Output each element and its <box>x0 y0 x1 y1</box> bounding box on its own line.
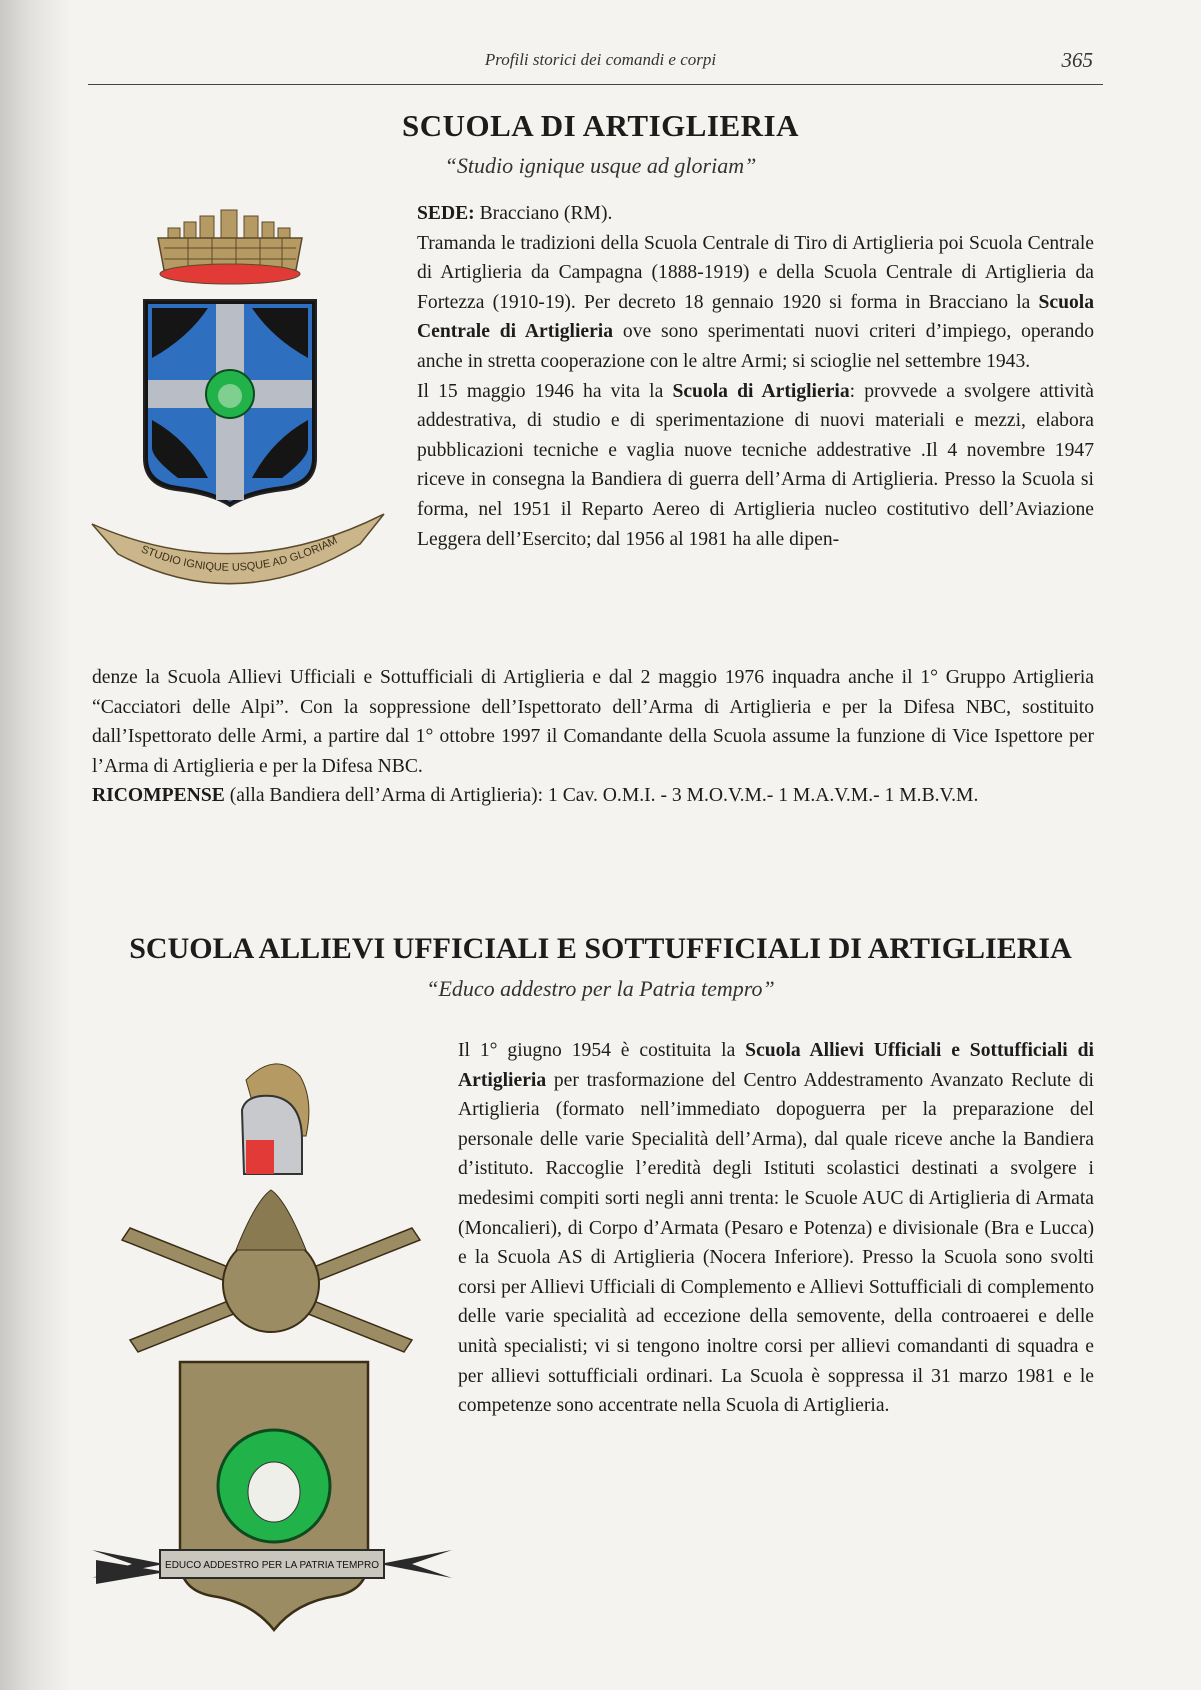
section-title-scuola-artiglieria: SCUOLA DI ARTIGLIERIA <box>401 108 800 143</box>
scuola-artiglieria-emblem <box>88 208 388 628</box>
motto-ribbon-bar <box>92 1538 452 1590</box>
bold-scuola-allievi: Scuola Allievi Ufficiali e Sottufficiali di Artiglieria <box>458 1040 1094 1091</box>
section-title-scuola-allievi: SCUOLA ALLIEVI UFFICIALI E SOTTUFFICIALI DI ARTIGLIERIA <box>129 932 1072 965</box>
section2-body-text: Il 1° giugno 1954 è costituita la Scuola Allievi Ufficiali e Sottufficiali di Artiglieria per trasformazione del Centro Addestramento Avanzato Reclute di Artiglieria (formato nell’immediato dopoguerra per la preparazione del personale delle varie Specialità dell’Arma), dal quale riceve anche la Bandiera d’istituto. Raccoglie l’eredità degli Istituti scolastici destinati a svolgere i medesimi compiti sorti negli anni trenta: le Scuole AUC di Artiglieria di Armata (Moncalieri), di Corpo d’Armata (Pesaro e Potenza) e divisionale (Bra e Lucca) e la Scuola AS di Artiglieria (Nocera Inferiore). Presso la Scuola sono svolti corsi per Allievi Ufficiali di Complemento e Allievi Sottufficiali di complemento delle varie specialità ad eccezione della semovente, della controaerei e delle unità specialisti; vi si tengono inoltre corsi per allievi comandanti di squadra e per allievi sottufficiali ordinari. La Scuola è soppressa il 31 marzo 1981 e le competenze sono accentrate nella Scuola di Artiglieria. <box>458 1040 1094 1417</box>
section-motto: “Studio ignique usque ad gloriam” <box>444 153 757 178</box>
header-rule <box>88 84 1103 85</box>
sede-label: SEDE: <box>417 203 475 224</box>
page-gutter-shadow <box>0 0 70 1690</box>
mural-crown-icon <box>158 210 302 284</box>
shield-cross-icon <box>144 300 316 506</box>
ribbon-text-2: EDUCO ADDESTRO PER LA PATRIA TEMPRO <box>165 1560 379 1571</box>
sede-value: Bracciano (RM). <box>474 203 613 224</box>
ricompense-value: (alla Bandiera dell’Arma di Artiglieria): 1 Cav. O.M.I. - 3 M.O.V.M.- 1 M.A.V.M.- 1 M.B.V.M. <box>224 785 979 807</box>
motto-ribbon <box>92 514 384 584</box>
crossed-cannons-icon <box>122 1190 420 1352</box>
bold-scuola-centrale: Scuola Centrale di Artiglieria <box>417 291 1094 343</box>
section-motto-2: “Educo addestro per la Patria tempro” <box>426 976 775 1001</box>
bold-scuola-artiglieria: Scuola di Artiglieria <box>672 380 850 402</box>
section1-body-text: denze la Scuola Allievi Ufficiali e Sottufficiali di Artiglieria e dal 2 maggio 1976 inquadra anche il 1° Gruppo Artiglieria “Cacciatori delle Alpi”. Con la soppressione dell’Ispettorato dell’Arma di Artiglieria e per la Difesa NBC, sostituito dall’Ispettorato delle Armi, a partire dal 1° ottobre 1997 il Comandante della Scuola assume la funzione di Vice Ispettore per l’Arma di Artiglieria e per la Difesa NBC. RICOMPENSE (alla Bandiera dell’Arma di Artiglieria): 1 Cav. O.M.I. - 3 M.O.V.M.- 1 M.A.V.M.- 1 M.B.V.M. <box>92 667 1094 807</box>
running-title: Profili storici dei comandi e corpi <box>484 50 717 69</box>
section1-intro-text: SEDE: Bracciano (RM). Tramanda le tradizioni della Scuola Centrale di Tiro di Artiglieria poi Scuola Centrale di Artiglieria da Campagna (1888-1919) e della Scuola Centrale di Artiglieria da Fortezza (1910-19). Per decreto 18 gennaio 1920 si forma in Bracciano la Scuola Centrale di Artiglieria ove sono sperimentati nuovi criteri d’impiego, operando anche in stretta cooperazione con le altre Armi; si scioglie nel settembre 1943. Il 15 maggio 1946 ha vita la Scuola di Artiglieria: provvede a svolgere attività addestrativa, di studio e di sperimentazione di nuovi materiali e mezzi, elabora pubblicazioni tecniche e vaglia nuove tecniche addestrative .Il 4 novembre 1947 riceve in consegna la Bandiera di guerra dell’Arma di Artiglieria. Presso la Scuola si forma, nel 1951 il Reparto Aereo di Artiglieria nucleo costitutivo dell’Aviazione Leggera dell’Esercito; dal 1956 al 1981 ha alle dipen- <box>417 203 1094 550</box>
page-number: 365 <box>1061 48 1093 72</box>
ribbon-text: STUDIO IGNIQUE USQUE AD GLORIAM <box>139 534 340 574</box>
helmet-icon <box>242 1064 309 1174</box>
ricompense-label: RICOMPENSE <box>92 785 225 807</box>
